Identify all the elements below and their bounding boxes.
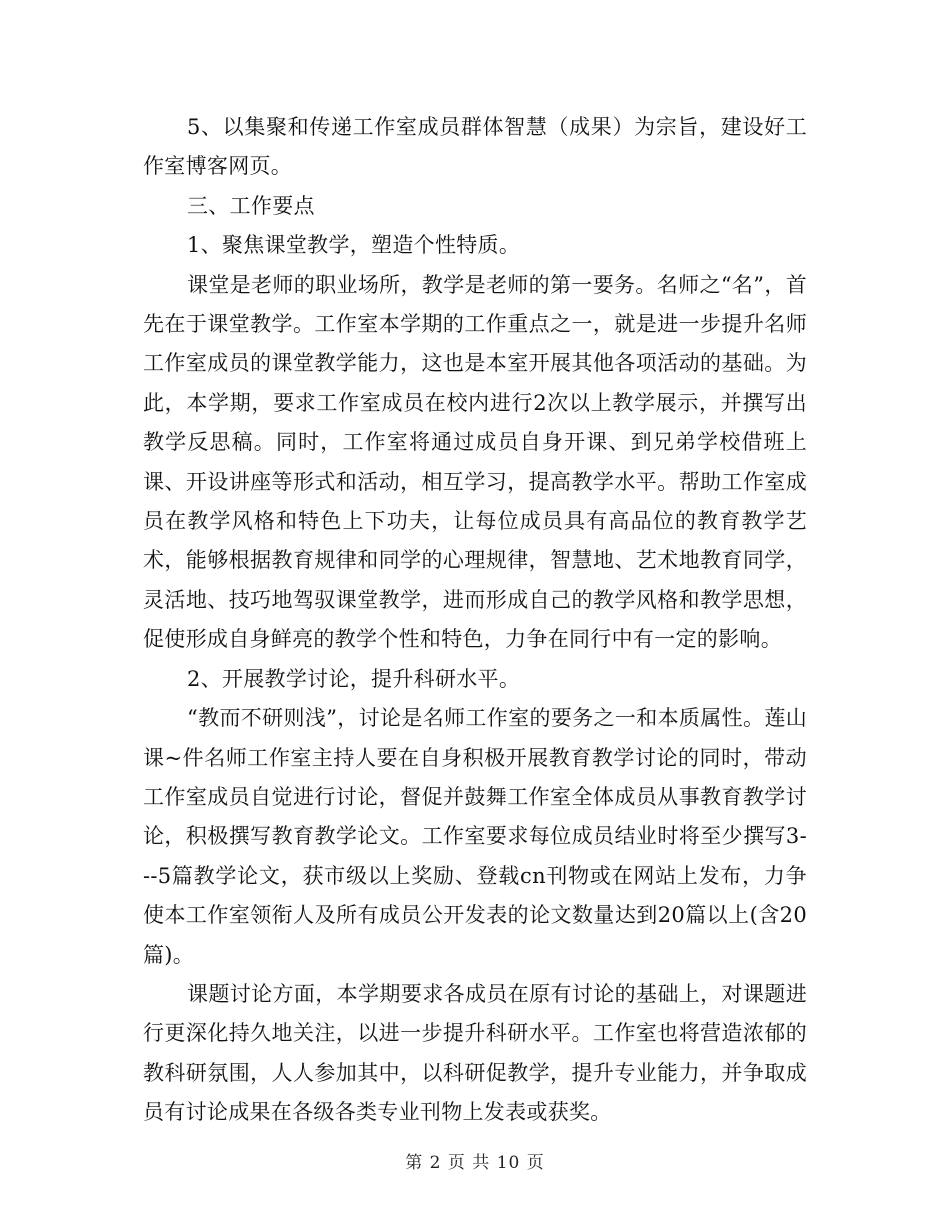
paragraph-topic-research: 课题讨论方面，本学期要求各成员在原有讨论的基础上，对课题进行更深化持久地关注，以进一步提升科研水平。工作室也将营造浓郁的教科研氛围，人人参加其中，以科研促教学，提升专业能力，并争取成员有讨论成果在各级各类专业刊物上发表或获奖。 [143,981,807,1125]
paragraph-teaching-research: “教而不研则浅”，讨论是名师工作室的要务之一和本质属性。莲山课~件名师工作室主持人要在自身积极开展教育教学讨论的同时，带动工作室成员自觉进行讨论，督促并鼓舞工作室全体成员从事教育教学讨论，积极撰写教育教学论文。工作室要求每位成员结业时将至少撰写3---5篇教学论文，获市级以上奖励、登载cn刊物或在网站上发布，力争使本工作室领衔人及所有成员公开发表的论文数量达到20篇以上(含20篇)。 [143,706,807,967]
section-heading-work-points: 三、工作要点 [187,193,315,218]
subheading-teaching-research: 2、开展教学讨论，提升科研水平。 [187,666,521,691]
document-body [143,108,807,1133]
paragraph-item-5: 5、以集聚和传递工作室成员群体智慧（成果）为宗旨，建设好工作室博客网页。 [143,115,807,179]
subheading-classroom-teaching: 1、聚焦课堂教学，塑造个性特质。 [187,233,521,258]
paragraph-classroom-teaching: 课堂是老师的职业场所，教学是老师的第一要务。名师之“名”，首先在于课堂教学。工作室本学期的工作重点之一，就是进一步提升名师工作室成员的课堂教学能力，这也是本室开展其他各项活动的基础。为此，本学期，要求工作室成员在校内进行2次以上教学展示，并撰写出教学反思稿。同时，工作室将通过成员自身开课、到兄弟学校借班上课、开设讲座等形式和活动，相互学习，提高教学水平。帮助工作室成员在教学风格和特色上下功夫，让每位成员具有高品位的教育教学艺术，能够根据教育规律和同学的心理规律，智慧地、艺术地教育同学，灵活地、技巧地驾驭课堂教学，进而形成自己的教学风格和教学思想，促使形成自身鲜亮的教学个性和特色，力争在同行中有一定的影响。 [143,272,807,652]
page-footer: 第 2 页 共 10 页 [405,1153,545,1173]
